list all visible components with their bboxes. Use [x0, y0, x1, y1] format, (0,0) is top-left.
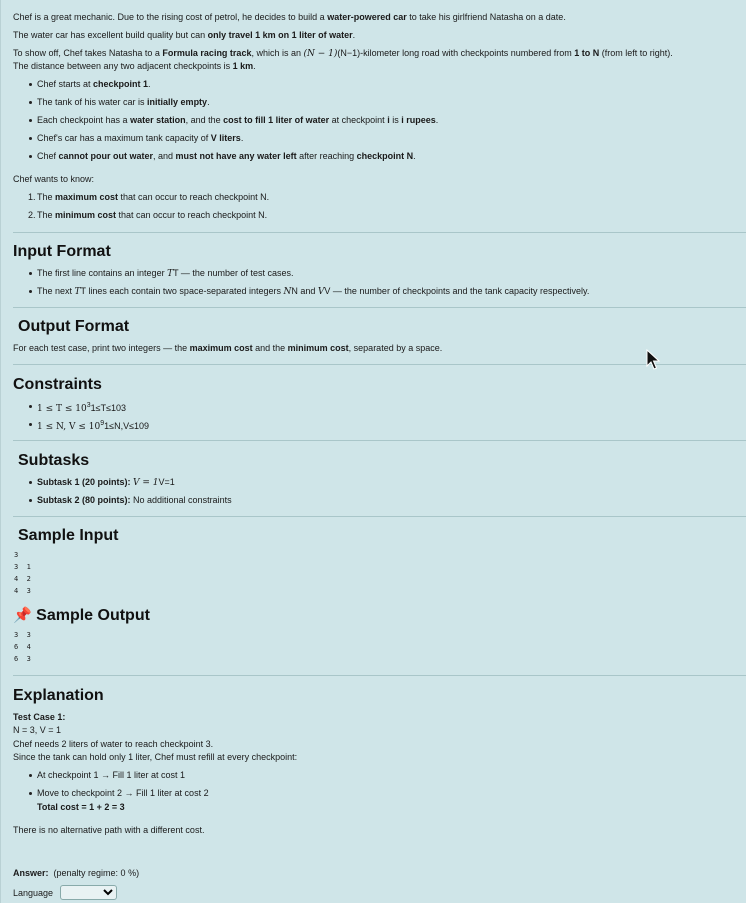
intro-paragraph-1: Chef is a great mechanic. Due to the rising cost of petrol, he decides to build a water-powered car to take his girlfriend Natasha on a date.	[13, 12, 566, 22]
intro-paragraph-2: The water car has excellent build quality but can only travel 1 km on 1 liter of water.	[13, 30, 356, 40]
bullet	[29, 290, 32, 293]
bullet	[29, 101, 32, 104]
sample-input-line: 4 3	[14, 587, 31, 595]
wants-item: The maximum cost that can occur to reach checkpoint N.	[37, 192, 270, 202]
bullet	[29, 155, 32, 158]
divider	[13, 516, 746, 517]
rule-item: Chef cannot pour out water, and must not have any water left after reaching checkpoint N.	[37, 151, 416, 161]
bullet	[29, 405, 32, 408]
bullet	[29, 499, 32, 502]
sample-output-line: 6 3	[14, 655, 31, 663]
wants-label: Chef wants to know:	[13, 174, 95, 184]
answer-row: Answer: (penalty regime: 0 %)	[13, 868, 140, 878]
sample-input-heading: Sample Input	[18, 527, 119, 544]
sample-input-line: 3 1	[14, 563, 31, 571]
bullet	[29, 137, 32, 140]
explanation-step: Move to checkpoint 2 → Fill 1 liter at cost 2	[37, 788, 209, 798]
explanation-line: Chef needs 2 liters of water to reach checkpoint 3.	[13, 739, 214, 749]
bullet	[29, 119, 32, 122]
bullet	[29, 423, 32, 426]
explanation-line: N = 3, V = 1	[13, 725, 62, 735]
rule-item: Chef's car has a maximum tank capacity of V liters.	[37, 133, 244, 143]
explanation-line: Since the tank can hold only 1 liter, Chef must refill at every checkpoint:	[13, 752, 298, 762]
sample-input-line: 4 2	[14, 575, 31, 583]
bullet	[29, 481, 32, 484]
sample-output-line: 3 3	[14, 631, 31, 639]
divider	[13, 440, 746, 441]
constraint-2: 1 ≤ N, $V \le 10^91\le N,V\le 109$	[37, 420, 150, 432]
divider	[13, 307, 746, 308]
sample-output-heading: 📌 Sample Output	[13, 607, 150, 624]
wants-number: 1.	[28, 192, 36, 202]
explanation-heading: Explanation	[13, 687, 104, 704]
sample-output-line: 6 4	[14, 643, 31, 651]
explanation-step: At checkpoint 1 → Fill 1 liter at cost 1	[37, 770, 186, 780]
bullet	[29, 272, 32, 275]
divider	[13, 675, 746, 676]
explanation-footer: There is no alternative path with a different cost.	[13, 825, 205, 835]
output-format-text: For each test case, print two integers — the maximum cost and the minimum cost, separated by a space.	[13, 343, 443, 353]
input-format-line-1: The first line contains an integer TT — the number of test cases.	[37, 268, 294, 279]
bullet	[29, 774, 32, 777]
pushpin-icon: 📌	[13, 607, 32, 624]
wants-item: The minimum cost that can occur to reach checkpoint N.	[37, 210, 268, 220]
wants-number: 2.	[28, 210, 36, 220]
rule-item: Chef starts at checkpoint 1.	[37, 79, 151, 89]
subtask-2: Subtask 2 (80 points): No additional constraints	[37, 495, 232, 505]
divider	[13, 232, 746, 233]
bullet	[29, 792, 32, 795]
intro-paragraph-3: To show off, Chef takes Natasha to a Formula racing track, which is an (N − 1)(N−1)-kilometer long road with checkpoints numbered from 1 to N (from left to right).	[13, 48, 673, 59]
intro-paragraph-4: The distance between any two adjacent checkpoints is 1 km.	[13, 61, 256, 71]
rule-item: Each checkpoint has a water station, and the cost to fill 1 liter of water at checkpoint i is i rupees.	[37, 115, 439, 125]
rule-item: The tank of his water car is initially empty.	[37, 97, 210, 107]
explanation-case: Test Case 1:	[13, 712, 66, 722]
input-format-line-2: The next TT lines each contain two space-separated integers NN and VV — the number of checkpoints and the tank capacity respectively.	[37, 286, 590, 297]
output-format-heading: Output Format	[18, 318, 130, 335]
input-format-heading: Input Format	[13, 243, 111, 260]
bullet	[29, 83, 32, 86]
divider	[13, 364, 746, 365]
explanation-total: Total cost = 1 + 2 = 3	[37, 802, 125, 812]
language-label: Language	[13, 888, 54, 898]
constraint-1: $1 \le T \le 10^31\le T\le 103$	[37, 402, 127, 414]
subtasks-heading: Subtasks	[18, 452, 90, 469]
mouse-cursor-icon	[646, 349, 660, 371]
constraints-heading: Constraints	[13, 376, 102, 393]
sample-input-line: 3	[14, 551, 19, 559]
language-select[interactable]	[60, 885, 117, 900]
subtask-1: Subtask 1 (20 points): V = 1V=1	[37, 477, 175, 488]
